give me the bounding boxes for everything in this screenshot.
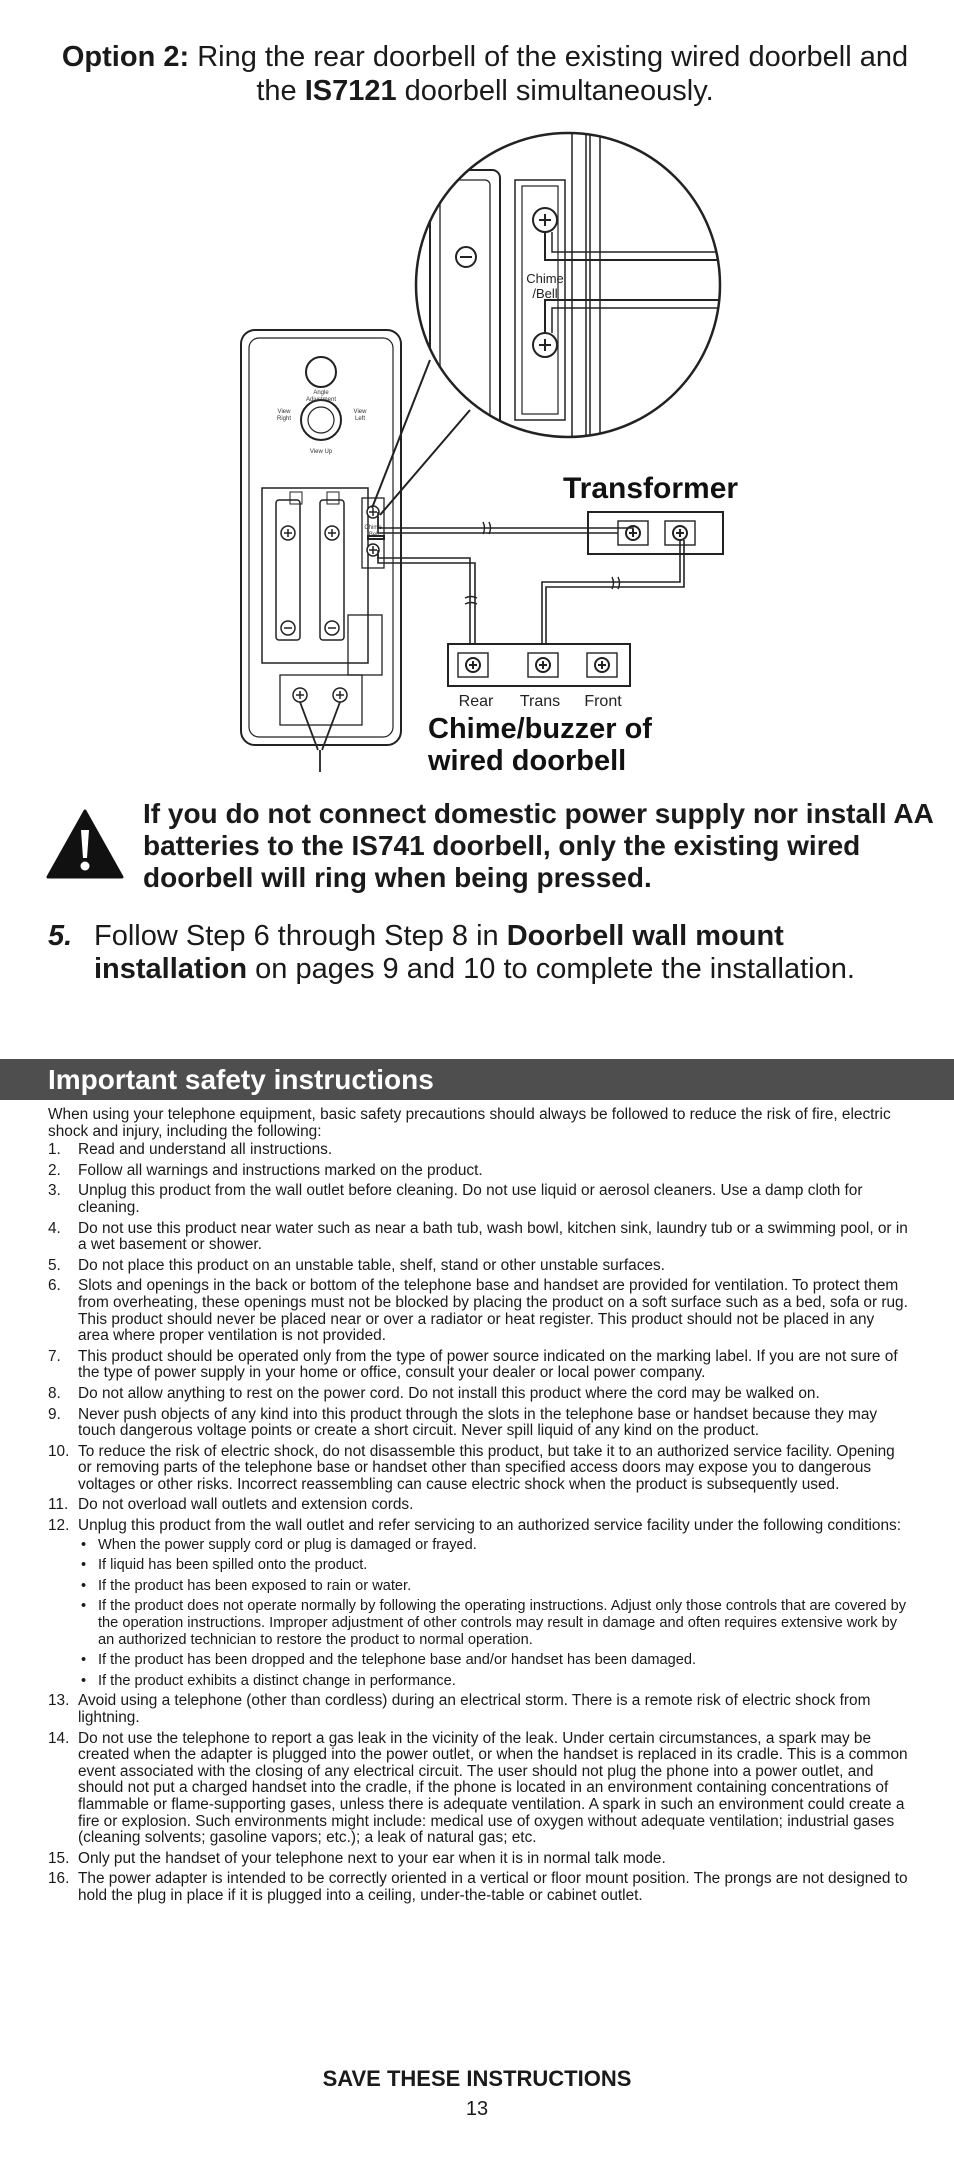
chime-title-line1: Chime/buzzer of bbox=[428, 713, 652, 745]
zoom-circle bbox=[416, 120, 720, 450]
chime-terminal-labels bbox=[459, 693, 623, 710]
safety-item: 15. Only put the handset of your telephone next to your ear when it is in normal talk mode. bbox=[48, 1849, 666, 1867]
svg-text:Chime: Chime bbox=[364, 525, 382, 531]
safety-item: 9. Never push objects of any kind into this product through the slots in the telephone base or handset because they may touch dangerous voltage points or create a short circuit. Never spill liquid of any kind on the product. bbox=[48, 1405, 878, 1440]
unit-small-labels bbox=[277, 390, 382, 538]
svg-text:Right: Right bbox=[276, 416, 292, 422]
wiring-diagram bbox=[0, 120, 954, 790]
safety-list bbox=[48, 1142, 908, 1904]
safety-sub-item: • If the product has been dropped and the telephone base and/or handset has been damaged. bbox=[81, 1652, 697, 1669]
safety-item: 5. Do not place this product on an unstable table, shelf, stand or other unstable surfaces. bbox=[48, 1256, 665, 1274]
svg-text:/Bell: /Bell bbox=[367, 532, 379, 538]
safety-item: 14. Do not use the telephone to report a gas leak in the vicinity of the leak. Under certain circumstances, a spark may be created when the adapter is plugged into the power outlet, or when the handset is replaced in its cradle. This is a common event associated with the closing of any electrical circuit. The user should not plug the phone into a power outlet, and should not put a charged handset into the cradle, if the phone is located in an environment containing concentrations of flammable or flame-supporting gases, unless there is adequate ventilation. A spark in such an environment could create a fire or explosion. Such environments might include: medical use of oxygen without adequate ventilation; industrial gases (cleaning solvents; gasoline vapors; etc.); a leak of natural gas; etc. bbox=[48, 1729, 908, 1847]
chime-label-trans: Trans bbox=[519, 693, 561, 710]
safety-item: 4. Do not use this product near water such as near a bath tub, wash bowl, kitchen sink, laundry tub or a swimming pool, or in a wet basement or shower. bbox=[48, 1219, 908, 1254]
battery-screws bbox=[281, 506, 379, 702]
step-5-number: 5. bbox=[48, 920, 73, 952]
option-text-before: Ring the rear doorbell of the existing wired doorbell and the bbox=[189, 41, 909, 107]
step-5-link-text: Doorbell wall mount installation bbox=[94, 920, 784, 985]
safety-sub-list bbox=[78, 1537, 908, 1690]
warning-triangle-icon bbox=[45, 808, 125, 880]
zoom-chime-label-1: Chime bbox=[526, 271, 564, 286]
safety-item: 12. Unplug this product from the wall outlet and refer servicing to an authorized service facility under the following conditions: • When the power supply cord or plug is damaged or frayed. • If liquid has been spilled onto the product. • If the product has been exposed to rain or water. • If the product does not operate normally by following the operating instructions. Adjust only those controls that are covered by the operation instructions. Improper adjustment of other controls may result in damage and often requires extensive work by an authorized technician to restore the product to normal operation. • If the product has been dropped and the telephone base and/or handset has been damaged. • If the product exhibits a distinct change in performance. bbox=[48, 1517, 906, 1689]
safety-intro: When using your telephone equipment, basic safety precautions should always be followed to reduce the risk of fire, electric shock and injury, including the following: bbox=[48, 1106, 891, 1140]
safety-item: 11. Do not overload wall outlets and extension cords. bbox=[48, 1496, 414, 1514]
page-number: 13 bbox=[465, 2098, 489, 2120]
safety-heading: Important safety instructions bbox=[48, 1064, 434, 1095]
transformer-label: Transformer bbox=[563, 472, 739, 505]
safety-sub-item: • If the product does not operate normally by following the operating instructions. Adjust only those controls that are covered by the operation instructions. Improper adjustment of other controls may result in damage and often requires extensive work by an authorized technician to restore the product to normal operation. bbox=[81, 1598, 906, 1648]
safety-item: 16. The power adapter is intended to be correctly oriented in a vertical or floor mount position. The prongs are not designed to hold the plug in place if it is plugged into a ceiling, under-the-table or cabinet outlet. bbox=[48, 1870, 908, 1904]
chime-label-rear: Rear bbox=[458, 693, 494, 710]
safety-sub-item: • When the power supply cord or plug is damaged or frayed. bbox=[81, 1536, 477, 1553]
warning-notice bbox=[45, 798, 933, 908]
option-text-after: doorbell simultaneously. bbox=[396, 75, 714, 107]
safety-item: 8. Do not allow anything to rest on the power cord. Do not install this product where the cord may be walked on. bbox=[48, 1384, 820, 1402]
safety-item: 13. Avoid using a telephone (other than cordless) during an electrical storm. There is a remote risk of electric shock from lightning. bbox=[48, 1692, 871, 1726]
save-instructions: SAVE THESE INSTRUCTIONS bbox=[322, 2066, 632, 2091]
option-title bbox=[60, 40, 910, 108]
option-label: Option 2: bbox=[61, 41, 190, 73]
step-5-text: Follow Step 6 through Step 8 in Doorbell wall mount installation on pages 9 and 10 to complete the installation. bbox=[94, 920, 855, 985]
wiring-diagram-svg bbox=[0, 120, 954, 790]
safety-instructions bbox=[48, 1107, 908, 1909]
option-model: IS7121 bbox=[304, 75, 397, 107]
safety-item: 7. This product should be operated only from the type of power source indicated on the marking label. If you are not sure of the type of power supply in your home or office, consult your dealer or local power company. bbox=[48, 1347, 898, 1382]
safety-item: 6. Slots and openings in the back or bottom of the telephone base and handset are provided for ventilation. To protect them from overheating, these openings must not be blocked by placing the product on a soft surface such as a bed, sofa or rug. This product should never be placed near or over a radiator or heat register. This product should not be placed in any area where proper ventilation is not provided. bbox=[48, 1277, 908, 1345]
chime-title-line2: wired doorbell bbox=[428, 745, 627, 777]
warning-text: If you do not connect domestic power supply nor install AA batteries to the IS741 doorbell, only the existing wired doorbell will ring when being pressed. bbox=[143, 798, 933, 893]
safety-sub-item: • If liquid has been spilled onto the product. bbox=[81, 1557, 368, 1574]
svg-text:View: View bbox=[277, 409, 291, 415]
safety-item: 1. Read and understand all instructions. bbox=[48, 1141, 333, 1159]
svg-text:View: View bbox=[353, 409, 367, 415]
safety-item: 2. Follow all warnings and instructions marked on the product. bbox=[48, 1161, 483, 1179]
safety-sub-item: • If the product exhibits a distinct change in performance. bbox=[81, 1672, 456, 1689]
chime-box bbox=[448, 644, 630, 686]
zoom-chime-label-2: /Bell bbox=[532, 286, 558, 301]
safety-sub-item: • If the product has been exposed to rain or water. bbox=[81, 1577, 412, 1594]
svg-text:Angle: Angle bbox=[313, 390, 329, 396]
svg-text:Adjustment: Adjustment bbox=[305, 397, 337, 403]
safety-item: 10. To reduce the risk of electric shock, do not disassemble this product, but take it to an authorized service facility. Opening or removing parts of the telephone base or handset other than specified access doors may expose you to dangerous voltages or other risks. Incorrect reassembling can cause electric shock when the product is subsequently used. bbox=[48, 1442, 895, 1493]
svg-text:Left: Left bbox=[354, 416, 366, 422]
safety-item: 3. Unplug this product from the wall outlet before cleaning. Do not use liquid or aerosol cleaners. Use a damp cloth for cleaning. bbox=[48, 1182, 863, 1216]
svg-text:View Up: View Up bbox=[309, 449, 333, 455]
chime-label-front: Front bbox=[584, 693, 622, 710]
safety-heading-bar bbox=[0, 1059, 954, 1100]
